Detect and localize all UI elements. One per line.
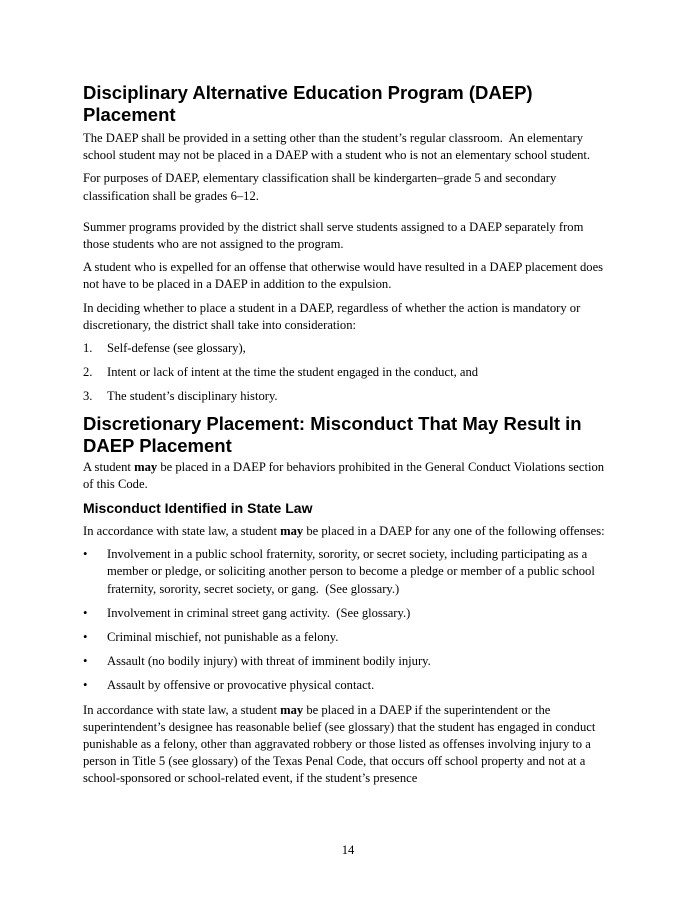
paragraph-text: be placed in a DAEP for any one of the following offenses:	[303, 524, 605, 539]
emphasis-may: may	[134, 459, 158, 474]
list-item	[83, 388, 613, 405]
emphasis-may: may	[280, 702, 304, 717]
heading-discretionary-placement: Discretionary Placement: Misconduct That May Result in DAEP Placement	[83, 412, 582, 456]
list-number: 3.	[83, 389, 93, 404]
list-item	[83, 364, 613, 381]
heading-daep-placement: Disciplinary Alternative Education Program (DAEP) Placement	[83, 82, 533, 125]
paragraph-summer-programs: Summer programs provided by the district shall serve students assigned to a DAEP separately from those students who are not assigned to the program.	[83, 219, 587, 252]
page-number: 14	[341, 843, 355, 857]
list-number: 2.	[83, 365, 93, 380]
paragraph-text: be placed in a DAEP for behaviors prohibited in the General Conduct Violations section of this Code.	[83, 459, 608, 491]
list-item-text: Assault by offensive or provocative physical contact.	[107, 678, 375, 693]
paragraph-text: A student	[83, 459, 135, 474]
considerations-list	[83, 340, 613, 406]
list-item	[83, 546, 613, 598]
paragraph-text: In accordance with state law, a student	[83, 524, 281, 539]
list-item-text: Involvement in a public school fraternity, sorority, or secret society, including participating as a member or pledge, or soliciting another person to become a pledge or member of a public school fraternity, sorority, secret society, or gang. (See glossary.)	[107, 547, 599, 596]
heading-misconduct-state-law: Misconduct Identified in State Law	[83, 500, 313, 517]
list-item-text: The student’s disciplinary history.	[107, 389, 278, 404]
bullet-icon: •	[83, 654, 88, 669]
list-item	[83, 605, 613, 622]
paragraph-text: be placed in a DAEP if the superintendent or the superintendent’s designee has reasonable belief (see glossary) that the student has engaged in conduct punishable as a felony, other than aggravated robbery or those listed as offenses involving injury to a person in Title 5 (see glossary) of the Texas Penal Code, that occurs off school property and not at a school-sponsored or school-related event, if the student’s presence	[83, 702, 599, 786]
paragraph-daep-setting: The DAEP shall be provided in a setting other than the student’s regular classroom. An elementary school student may not be placed in a DAEP with a student who is not an elementary school student.	[83, 131, 591, 163]
page-content	[83, 82, 613, 794]
paragraph-expulsion: A student who is expelled for an offense that otherwise would have resulted in a DAEP placement does not have to be placed in a DAEP in addition to the expulsion.	[83, 260, 607, 292]
list-item-text: Self-defense (see glossary),	[107, 341, 246, 356]
bullet-icon: •	[83, 605, 88, 620]
list-item-text: Intent or lack of intent at the time the student engaged in the conduct, and	[107, 365, 479, 380]
paragraph-state-law-intro	[83, 523, 613, 540]
list-item	[83, 677, 613, 694]
bullet-icon: •	[83, 547, 88, 562]
paragraph-felony-off-campus	[83, 702, 613, 788]
bullet-icon: •	[83, 630, 88, 645]
list-number: 1.	[83, 341, 93, 356]
bullet-icon: •	[83, 678, 88, 693]
paragraph-considerations-intro: In deciding whether to place a student in a DAEP, regardless of whether the action is mandatory or discretionary, the district shall take into consideration:	[83, 300, 584, 332]
paragraph-discretionary-intro	[83, 459, 613, 493]
paragraph-classification: For purposes of DAEP, elementary classification shall be kindergarten–grade 5 and secondary classification shall be grades 6–12.	[83, 171, 560, 203]
paragraph-text: In accordance with state law, a student	[83, 702, 281, 717]
offenses-list	[83, 546, 613, 694]
list-item	[83, 340, 613, 357]
list-item	[83, 653, 613, 670]
list-item-text: Assault (no bodily injury) with threat of imminent bodily injury.	[107, 654, 431, 669]
list-item-text: Involvement in criminal street gang activity. (See glossary.)	[107, 605, 411, 620]
list-item	[83, 629, 613, 646]
list-item-text: Criminal mischief, not punishable as a felony.	[107, 630, 339, 645]
emphasis-may: may	[280, 524, 304, 539]
